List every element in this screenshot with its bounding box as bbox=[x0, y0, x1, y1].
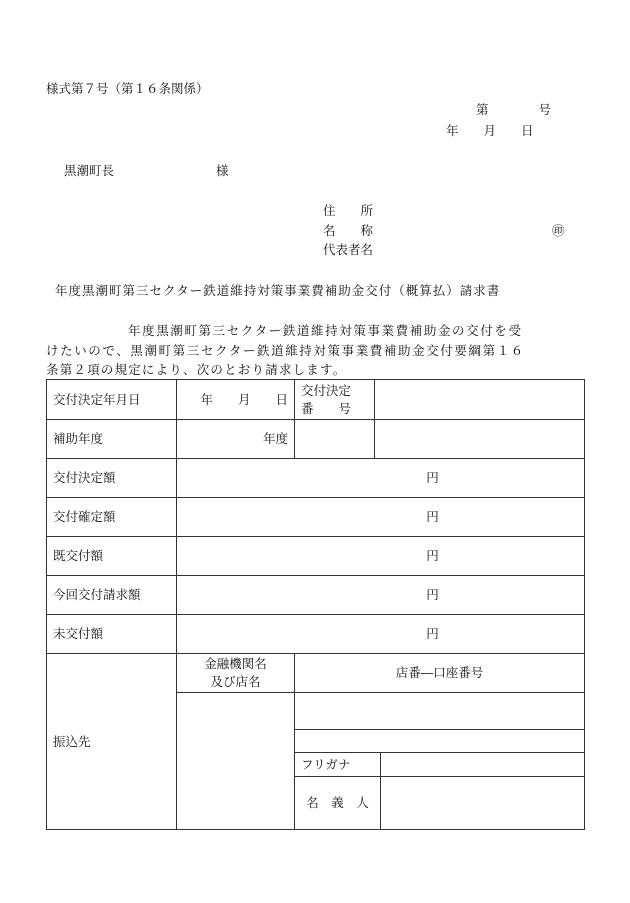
table-row bbox=[47, 615, 585, 654]
document-number: 第 号 bbox=[476, 102, 552, 117]
bank-name-label-line2: 及び店名 bbox=[210, 674, 261, 689]
form-label: 様式第７号（第１６条関係） bbox=[46, 81, 209, 96]
addressee-name: 黒潮町長 bbox=[64, 163, 115, 178]
table-row bbox=[47, 537, 585, 576]
table-row bbox=[47, 380, 585, 420]
already-paid-yen: 円 bbox=[177, 537, 585, 576]
decision-date-label: 交付決定年月日 bbox=[47, 380, 177, 420]
decision-number-label-line1: 交付決定 bbox=[301, 382, 352, 398]
decision-number-value[interactable] bbox=[375, 380, 585, 420]
furigana-value[interactable] bbox=[381, 753, 585, 777]
transfer-label: 振込先 bbox=[47, 654, 177, 830]
name-label: 名 称 bbox=[323, 223, 374, 238]
table-row bbox=[47, 576, 585, 615]
subsidy-year-blank-1[interactable] bbox=[295, 420, 375, 459]
holder-label: 名 義 人 bbox=[295, 777, 381, 830]
this-request-label: 今回交付請求額 bbox=[47, 576, 177, 615]
table-row bbox=[47, 420, 585, 459]
account-number-label: 店番―口座番号 bbox=[295, 654, 585, 693]
bank-name-label-line1: 金融機関名 bbox=[204, 656, 267, 671]
representative-label: 代表者名 bbox=[323, 242, 374, 257]
this-request-yen: 円 bbox=[177, 576, 585, 615]
address-label: 住 所 bbox=[323, 203, 374, 218]
seal-mark: ㊞ bbox=[552, 223, 565, 238]
decision-number-label-line2: 番 号 bbox=[301, 400, 352, 416]
decided-amount-yen: 円 bbox=[177, 459, 585, 498]
decision-number-label bbox=[295, 380, 375, 420]
table-row bbox=[47, 654, 585, 693]
body-line-2: けたいので、黒潮町第三セクター鉄道維持対策事業費補助金交付要綱第１６ bbox=[46, 343, 525, 358]
bank-name-value[interactable] bbox=[177, 693, 295, 830]
unpaid-label: 未交付額 bbox=[47, 615, 177, 654]
bank-name-label bbox=[177, 654, 295, 693]
request-table bbox=[46, 379, 585, 830]
addressee-honorific: 様 bbox=[216, 163, 229, 178]
subsidy-year-value: 年度 bbox=[177, 420, 295, 459]
table-row bbox=[47, 498, 585, 537]
already-paid-label: 既交付額 bbox=[47, 537, 177, 576]
document-date: 年 月 日 bbox=[446, 123, 534, 138]
body-line-3: 条第２項の規定により、次のとおり請求します。 bbox=[46, 362, 347, 377]
decision-date-value: 年 月 日 bbox=[177, 380, 295, 420]
account-number-gap bbox=[295, 730, 585, 753]
subsidy-year-label: 補助年度 bbox=[47, 420, 177, 459]
document-title: 年度黒潮町第三セクター鉄道維持対策事業費補助金交付（概算払）請求書 bbox=[55, 283, 501, 298]
confirmed-amount-label: 交付確定額 bbox=[47, 498, 177, 537]
subsidy-year-blank-2[interactable] bbox=[375, 420, 585, 459]
unpaid-yen: 円 bbox=[177, 615, 585, 654]
holder-value[interactable] bbox=[381, 777, 585, 830]
furigana-label: フリガナ bbox=[295, 753, 381, 777]
table-row bbox=[47, 459, 585, 498]
account-number-value[interactable] bbox=[295, 693, 585, 730]
decided-amount-label: 交付決定額 bbox=[47, 459, 177, 498]
confirmed-amount-yen: 円 bbox=[177, 498, 585, 537]
body-line-1: 年度黒潮町第三セクター鉄道維持対策事業費補助金の交付を受 bbox=[128, 323, 523, 338]
